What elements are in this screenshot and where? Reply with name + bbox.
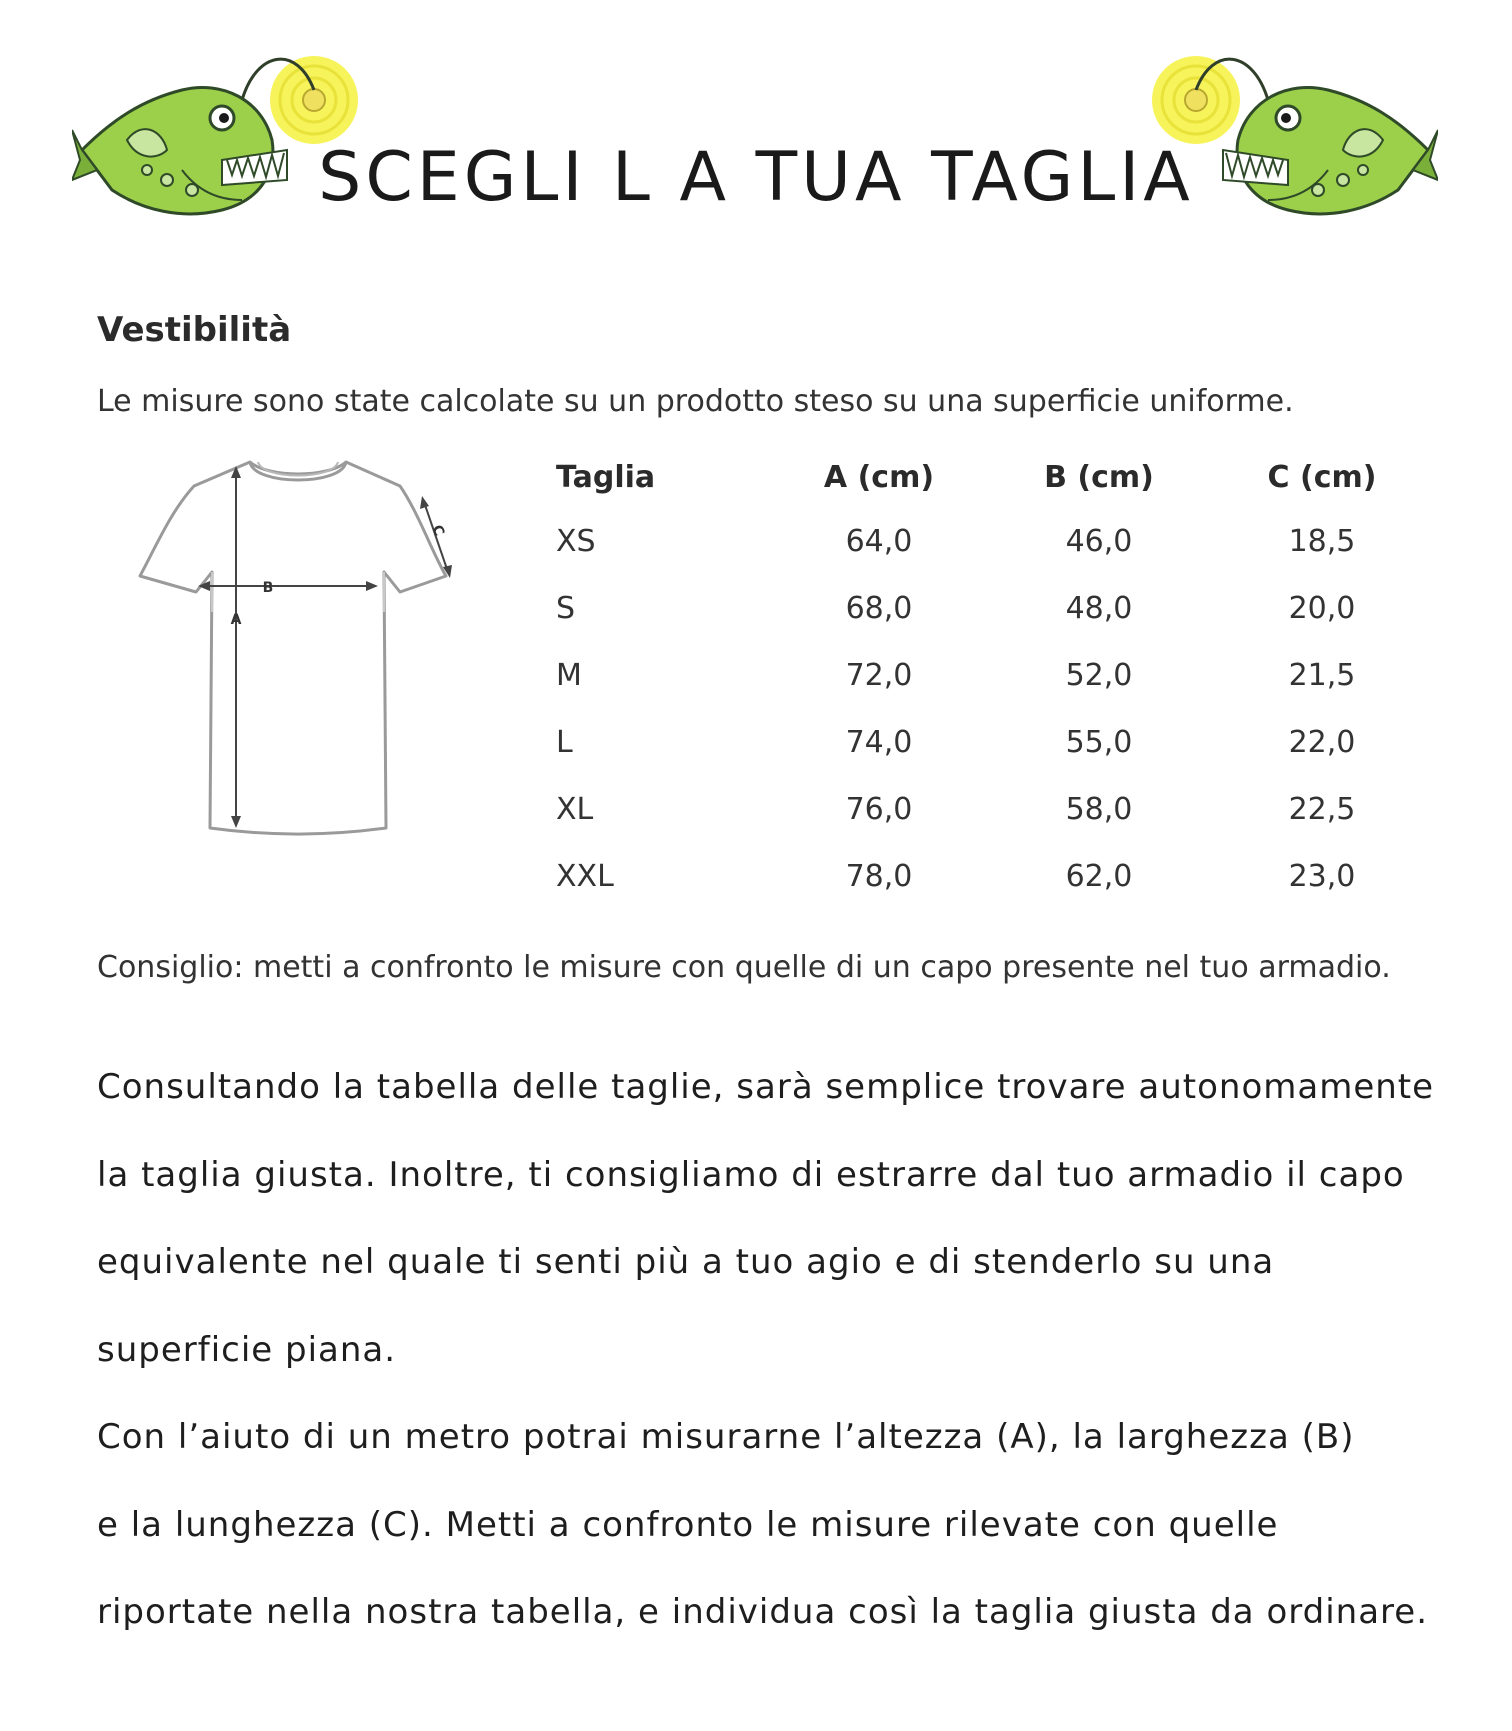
size-cell: XS [556, 524, 596, 559]
size-table-header [548, 450, 1408, 514]
measure-c-cell: 20,0 [1288, 591, 1356, 626]
tshirt-measurement-diagram [128, 452, 472, 844]
diagram-label-a: A [230, 612, 242, 628]
size-table [548, 450, 1408, 916]
measure-c-cell: 18,5 [1288, 524, 1356, 559]
instructions-line: e la lunghezza (C). Metti a confronto le misure rilevate con quelle [97, 1504, 1279, 1545]
measure-c-cell: 22,0 [1288, 725, 1356, 760]
measure-b-cell: 46,0 [1065, 524, 1133, 559]
measure-a-cell: 78,0 [845, 859, 913, 894]
table-row [548, 581, 1408, 648]
measure-b-cell: 48,0 [1065, 591, 1133, 626]
table-row [548, 514, 1408, 581]
size-cell: M [556, 658, 582, 693]
column-header: A (cm) [823, 460, 935, 495]
instructions-line: equivalente nel quale ti senti più a tuo agio e di stenderlo su una [97, 1242, 1275, 1282]
fit-description: Le misure sono state calcolate su un prodotto steso su una superficie uniforme. [97, 384, 1294, 419]
measure-c-cell: 23,0 [1288, 859, 1356, 894]
anglerfish-icon [1148, 40, 1438, 230]
size-cell: XL [556, 792, 594, 827]
measure-b-cell: 52,0 [1065, 658, 1133, 693]
instructions-text [97, 1044, 1457, 1657]
table-row [548, 648, 1408, 715]
column-header: B (cm) [1044, 460, 1154, 495]
measure-a-cell: 74,0 [845, 725, 913, 760]
measure-a-cell: 68,0 [845, 591, 913, 626]
size-cell: L [556, 725, 573, 760]
measure-c-cell: 22,5 [1288, 792, 1356, 827]
measure-a-cell: 72,0 [845, 658, 913, 693]
page-title: SCEGLI L A TUA TAGLIA [318, 138, 1194, 217]
table-row [548, 715, 1408, 782]
measure-c-cell: 21,5 [1288, 658, 1356, 693]
measure-b-cell: 62,0 [1065, 859, 1133, 894]
table-row [548, 849, 1408, 916]
instructions-line: superficie piana. [97, 1329, 397, 1370]
size-cell: XXL [556, 859, 614, 894]
column-header: Taglia [556, 460, 656, 495]
measure-a-cell: 76,0 [845, 792, 913, 827]
instructions-line: Consultando la tabella delle taglie, sarà semplice trovare autonomamente [97, 1067, 1435, 1107]
page-header [0, 0, 1512, 240]
instructions-line: la taglia giusta. Inoltre, ti consigliamo di estrarre dal tuo armadio il capo [97, 1154, 1405, 1195]
measure-b-cell: 58,0 [1065, 792, 1133, 827]
instructions-line: riportate nella nostra tabella, e individua così la taglia giusta da ordinare. [97, 1592, 1429, 1632]
diagram-label-c: C [428, 523, 448, 539]
size-cell: S [556, 591, 576, 626]
fit-section-title: Vestibilità [97, 310, 292, 350]
measure-b-cell: 55,0 [1065, 725, 1133, 760]
measure-a-cell: 64,0 [845, 524, 913, 559]
measurement-tip: Consiglio: metti a confronto le misure con quelle di un capo presente nel tuo armadio. [97, 950, 1391, 985]
column-header: C (cm) [1267, 460, 1377, 495]
instructions-line: Con l’aiuto di un metro potrai misurarne l’altezza (A), la larghezza (B) [97, 1417, 1355, 1457]
table-row [548, 782, 1408, 849]
diagram-label-b: B [262, 580, 274, 596]
